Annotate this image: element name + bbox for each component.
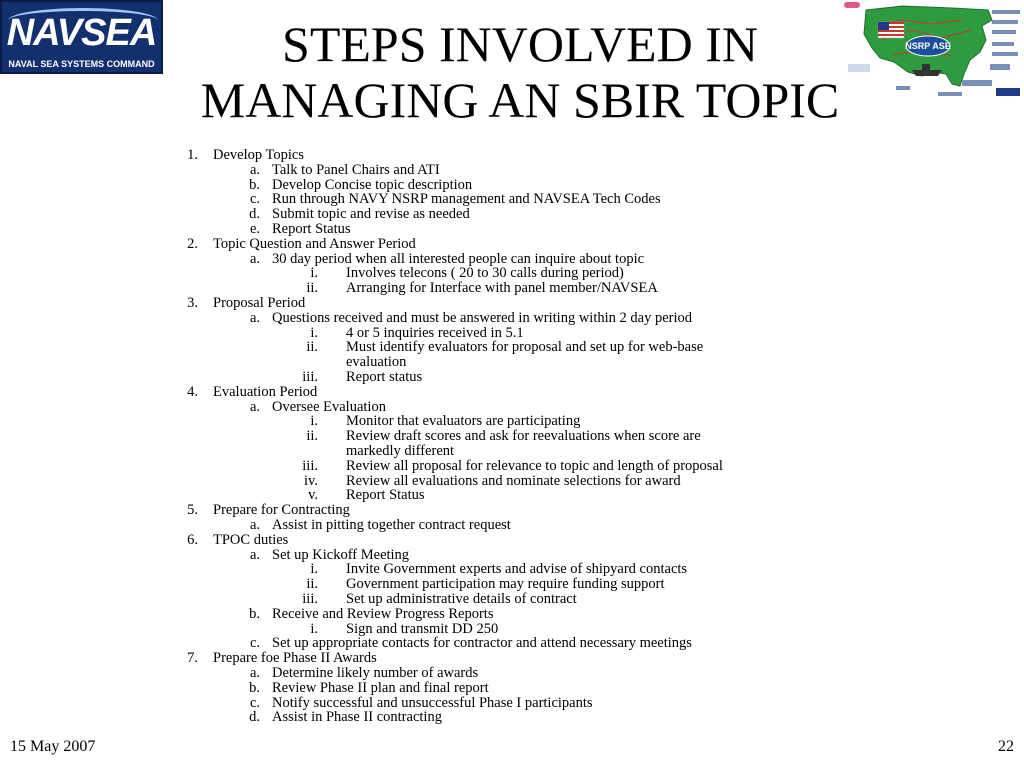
outline-text: Evaluation Period (213, 383, 318, 400)
outline-marker: iii. (302, 457, 318, 474)
outline-text: Develop Topics (213, 147, 304, 163)
outline-text: Report Status (272, 221, 351, 237)
outline-marker: i. (310, 620, 318, 637)
outline-text: Assist in pitting together contract request (272, 517, 511, 533)
outline-text: Develop Concise topic description (272, 176, 473, 193)
outline-marker: e. (249, 221, 260, 237)
outline-marker: b. (249, 605, 260, 622)
outline-marker: c. (249, 191, 260, 208)
outline-text: Talk to Panel Chairs and ATI (272, 161, 440, 178)
outline-text: Questions received and must be answered in writing within 2 day period (272, 309, 692, 326)
outline-marker: 1. (187, 147, 198, 163)
outline-text: Oversee Evaluation (272, 398, 386, 415)
nsrp-badge-label: NSRP ASE (905, 41, 951, 51)
outline-marker: ii. (306, 280, 318, 297)
outline-marker: a. (249, 665, 260, 681)
outline-marker: a. (249, 546, 260, 563)
outline-text: TPOC duties (213, 531, 289, 548)
outline-text: Review all proposal for relevance to topic and length of proposal (346, 457, 723, 474)
outline-text: Review Phase II plan and final report (272, 679, 489, 696)
outline-marker: i. (310, 324, 318, 341)
outline-text: Review draft scores and ask for reevaluations when score are (346, 428, 701, 445)
outline-marker: iii. (302, 369, 318, 385)
outline-text: Review all evaluations and nominate selections for award (346, 472, 681, 489)
outline-text: Prepare foe Phase II Awards (213, 650, 377, 667)
outline-text: evaluation (346, 354, 407, 371)
logo-subtitle: NAVAL SEA SYSTEMS COMMAND (8, 59, 155, 69)
outline-marker: iii. (302, 591, 318, 607)
outline-marker: i. (310, 265, 318, 282)
outline-marker: i. (310, 413, 318, 430)
outline-text: markedly different (346, 443, 455, 459)
outline-marker: b. (249, 176, 260, 193)
slide-title (140, 16, 900, 128)
outline-marker: v. (308, 487, 318, 504)
title-line-1: STEPS INVOLVED IN (282, 16, 758, 72)
us-flag-icon (878, 22, 904, 38)
logo-wordmark: NAVSEA (6, 12, 157, 54)
outline-text: Involves telecons ( 20 to 30 calls during period) (346, 265, 624, 282)
slide-page-number: 22 (998, 738, 1014, 755)
outline-marker: 6. (187, 531, 198, 548)
outline-text: Determine likely number of awards (272, 665, 479, 681)
outline-marker: c. (249, 694, 260, 711)
slide-date: 15 May 2007 (10, 738, 96, 755)
outline-text: Topic Question and Answer Period (213, 235, 416, 252)
nsrp-us-map-graphic (842, 0, 1024, 104)
outline-marker: a. (249, 398, 260, 415)
outline-text: Proposal Period (213, 295, 306, 311)
outline-marker: 4. (187, 383, 198, 400)
outline-marker: a. (249, 161, 260, 178)
outline-marker: 5. (187, 502, 198, 519)
outline-marker: 2. (187, 235, 198, 252)
outline-text: Submit topic and revise as needed (272, 206, 470, 223)
outline-marker: 3. (187, 295, 198, 311)
outline-text: 30 day period when all interested people can inquire about topic (272, 250, 645, 267)
navsea-logo (0, 0, 163, 74)
outline-marker: d. (249, 206, 260, 223)
outline-marker: ii. (306, 576, 318, 593)
outline-marker: b. (249, 679, 260, 696)
outline-text: Monitor that evaluators are participating (346, 413, 581, 430)
outline-text: Prepare for Contracting (213, 502, 350, 519)
outline-text: Set up administrative details of contract (346, 591, 577, 607)
outline-text: Run through NAVY NSRP management and NAVSEA Tech Codes (272, 191, 661, 208)
outline-marker: ii. (306, 428, 318, 445)
outline-marker: a. (249, 309, 260, 326)
outline-marker: 7. (187, 650, 198, 667)
outline-text: Must identify evaluators for proposal and set up for web-base (346, 339, 704, 356)
outline-text: Government participation may require funding support (346, 576, 665, 593)
outline-text: Notify successful and unsuccessful Phase I participants (272, 694, 593, 711)
outline-marker: iv. (304, 472, 318, 489)
outline-text: Invite Government experts and advise of shipyard contacts (346, 561, 688, 578)
outline-text: Assist in Phase II contracting (272, 709, 442, 726)
outline-marker: a. (249, 250, 260, 267)
outline-marker: d. (249, 709, 260, 726)
outline-text: 4 or 5 inquiries received in 5.1 (346, 324, 524, 341)
outline-text: Arranging for Interface with panel member/NAVSEA (346, 280, 658, 297)
outline-marker: a. (249, 517, 260, 533)
outline-marker: c. (249, 635, 260, 652)
outline-text: Set up appropriate contacts for contractor and attend necessary meetings (272, 635, 692, 652)
title-line-2: MANAGING AN SBIR TOPIC (200, 72, 840, 128)
outline-marker: i. (310, 561, 318, 578)
outline-marker: ii. (306, 339, 318, 356)
outline-text: Report status (346, 369, 423, 385)
outline-text: Set up Kickoff Meeting (272, 546, 410, 563)
outline-text: Report Status (346, 487, 425, 504)
outline-text: Receive and Review Progress Reports (272, 605, 494, 622)
outline-text: Sign and transmit DD 250 (346, 620, 499, 637)
